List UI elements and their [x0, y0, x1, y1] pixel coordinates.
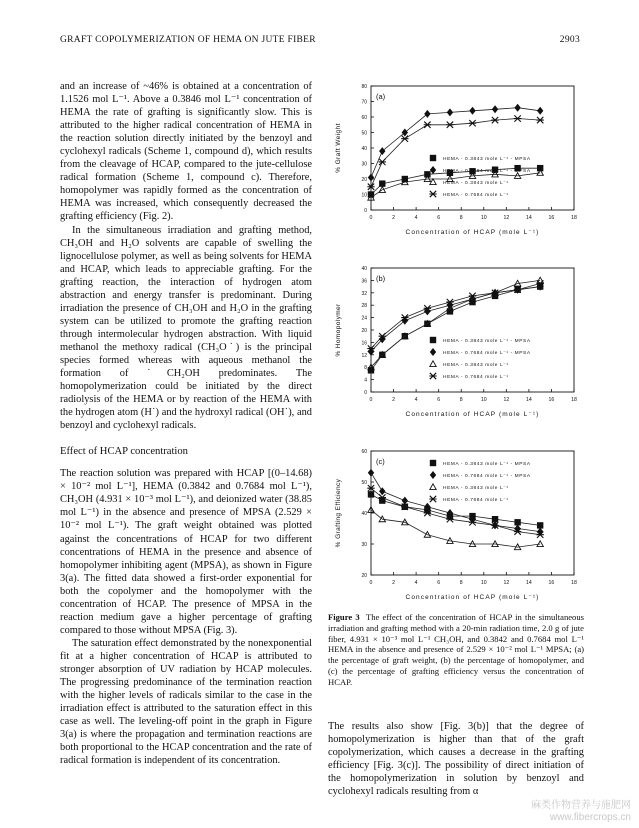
- legend-entry: HEMA - 0.7684 mole L⁻¹: [443, 193, 509, 198]
- plot-frame: [371, 268, 574, 392]
- x-tick-label: 2: [392, 580, 396, 586]
- data-point: [491, 117, 498, 123]
- data-point: [430, 166, 436, 174]
- x-tick-label: 18: [571, 215, 577, 221]
- x-tick-label: 2: [392, 215, 396, 221]
- legend-entry: HEMA - 0.3843 mole L⁻¹ - MPSA: [443, 157, 531, 162]
- panel-label: (b): [376, 274, 386, 283]
- data-point: [537, 277, 543, 283]
- y-tick-label: 60: [361, 115, 367, 121]
- y-tick-label: 0: [364, 390, 367, 396]
- left-column: [60, 80, 312, 767]
- y-axis-label: % Homopolymer: [335, 303, 342, 357]
- x-axis-label: Concentration of HCAP (mole L⁻¹): [405, 229, 540, 236]
- x-tick-label: 2: [392, 397, 396, 403]
- data-point: [514, 115, 521, 121]
- y-tick-label: 40: [361, 511, 367, 517]
- data-point: [514, 104, 520, 112]
- series-line: [371, 119, 540, 187]
- x-tick-label: 6: [437, 215, 441, 221]
- legend-entry: HEMA - 0.3843 mole L⁻¹: [443, 363, 509, 368]
- legend-entry: HEMA - 0.7684 mole L⁻¹: [443, 498, 509, 503]
- paragraph: and an increase of ~46% is obtained at a concentration of 1.1526 mol L⁻¹. Above a 0.3846 mol L⁻¹ concentration of HEMA the rate of grafting is significantly slow. This is attributed to the higher radical concentration of HEMA in the reaction solution directly initiated by the benzoyl and cyclohexyl radicals (Scheme 1, compound d), which results from the cleavage of HCAP, compared to the jute-cellulose radical formation (Scheme 1, compound c). Therefore, homopolymer was rapidly formed as the concentration of HEMA was increased, which consequently decreased the grafting efficiency (Fig. 2).: [60, 81, 312, 223]
- data-point: [368, 173, 374, 181]
- data-point: [379, 487, 385, 495]
- data-point: [429, 373, 436, 379]
- data-point: [446, 122, 453, 128]
- legend-entry: HEMA - 0.3843 mole L⁻¹: [443, 181, 509, 186]
- data-point: [430, 337, 436, 343]
- page-number: 2903: [559, 35, 580, 45]
- running-header: [60, 35, 580, 49]
- data-point: [430, 484, 436, 490]
- data-point: [424, 110, 430, 118]
- x-tick-label: 6: [437, 397, 441, 403]
- x-tick-label: 4: [414, 397, 418, 403]
- data-point: [402, 497, 408, 505]
- paragraph: The saturation effect demonstrated by the nonexponential fit at a higher concentration of HCAP is attributed to stronger absorption of UV radiation by HCAP molecules. The progressing predominance of the termination reaction with the higher levels of radicals similar to the case in the irradiation effect is attributed to the saturation effect in this case as well. The leveling-off point in the graph in Figure 3(a) is where the propagation and termination reactions are both proportional to the HCAP concentration and the rate of radical formation is independent of its concentration.: [60, 637, 312, 767]
- data-point: [430, 155, 436, 161]
- x-tick-label: 16: [548, 397, 555, 403]
- right-column-text: [328, 720, 584, 799]
- y-tick-label: 0: [364, 208, 367, 214]
- y-tick-label: 50: [361, 130, 367, 137]
- paragraph: In the simultaneous irradiation and grafting method, CH₃OH and H₂O solvents are capable of swelling the lignocellulose polymer, as well as being solvents for HEMA and HCAP, which leads to appreciable grafting. For the grafting reaction, the interaction of hydrogen atom abstraction and energy transfer is predominant. During irradiation the presence of CH₃OH and H₂O in the grafting system can be utilized to promote the grafting reaction through intermolecular hydrogen abstraction. With liquid methanol the methoxy radical (CH₃O˙) is the principal species formed whereas with aqueous methanol the formation of ˙CH₂OH predominates. The homopolymerization could be initiated by the direct radiolysis of the HEMA or by reaction of the HEMA with the hydrogen atom (H˙) and the hydroxyl radical (OH˙), and benzoyl and cyclohexyl radicals.: [60, 224, 312, 432]
- chart-b-svg: [326, 262, 588, 427]
- legend-entry: HEMA - 0.3843 mole L⁻¹ - MPSA: [443, 462, 531, 467]
- data-point: [469, 120, 476, 126]
- data-point: [430, 361, 436, 367]
- y-tick-label: 40: [361, 146, 367, 152]
- y-tick-label: 50: [361, 480, 367, 486]
- paragraph: The results also show [Fig. 3(b)] that the degree of homopolymerization is higher than that of the graft copolymerization, which causes a decrease in the grafting efficiency [Fig. 3(c)]. The possibility of direct initiation of the homopolymerization in solution by benzoyl and cyclohexyl radicals resulting from α: [328, 721, 584, 798]
- chart-c-svg: [326, 445, 588, 610]
- x-tick-label: 18: [571, 580, 577, 586]
- data-point: [447, 108, 453, 116]
- y-tick-label: 8: [364, 365, 367, 372]
- y-tick-label: 32: [361, 290, 367, 297]
- legend-entry: HEMA - 0.3843 mole L⁻¹ - MPSA: [443, 339, 531, 344]
- data-point: [430, 471, 436, 479]
- data-point: [537, 107, 543, 115]
- data-point: [368, 469, 374, 477]
- data-point: [379, 159, 386, 165]
- y-tick-label: 10: [361, 192, 367, 199]
- legend-entry: HEMA - 0.3843 mole L⁻¹: [443, 486, 509, 491]
- y-tick-label: 80: [361, 84, 367, 90]
- x-tick-label: 4: [414, 580, 418, 586]
- x-tick-label: 12: [503, 580, 510, 586]
- running-title: GRAFT COPOLYMERIZATION OF HEMA ON JUTE FIBER: [60, 35, 316, 45]
- legend-entry: HEMA - 0.7684 mole L⁻¹ - MPSA: [443, 474, 531, 479]
- x-axis-label: Concentration of HCAP (mole L⁻¹): [405, 594, 540, 601]
- y-tick-label: 40: [361, 266, 367, 272]
- data-point: [368, 491, 374, 497]
- data-point: [469, 107, 475, 115]
- x-tick-label: 6: [437, 580, 441, 586]
- x-tick-label: 8: [459, 397, 463, 403]
- x-tick-label: 4: [414, 215, 418, 221]
- data-point: [379, 147, 385, 155]
- y-tick-label: 20: [361, 328, 367, 334]
- data-point: [430, 348, 436, 356]
- y-tick-label: 4: [364, 377, 367, 384]
- caption-label: Figure 3: [328, 612, 360, 622]
- chart-a-svg: [326, 80, 588, 245]
- figure-3c: [326, 445, 588, 615]
- y-tick-label: 16: [361, 340, 367, 347]
- data-point: [492, 105, 498, 113]
- watermark: [531, 800, 631, 824]
- x-tick-label: 14: [525, 215, 532, 221]
- panel-label: (a): [376, 92, 386, 101]
- plot-frame: [371, 86, 574, 210]
- y-tick-label: 12: [361, 352, 367, 359]
- x-tick-label: 0: [369, 397, 373, 403]
- paragraph: The reaction solution was prepared with HCAP [(0–14.68) × 10⁻² mol L⁻¹], HEMA (0.3842 and 0.7684 mol L⁻¹), CH₃OH (4.931 × 10⁻³ mol L⁻¹), and deionized water (38.85 mol L⁻¹) in the absence and presence of MPSA (2.529 × 10⁻² mol L⁻¹). The graft weight obtained was plotted against the concentrations of HCAP for two different concentrations of HEMA in the presence and absence of homopolymer inhibiting agent (MPSA), as shown in Figure 3(a). The fitted data showed a first-order exponential for both the copolymer and the homopolymer with the concentration of HCAP. The presence of MPSA in the reaction medium gave a higher percentage of grafting compared to those without MPSA (Fig. 3).: [60, 468, 312, 636]
- data-point: [424, 122, 431, 128]
- y-tick-label: 20: [361, 573, 367, 579]
- y-axis-label: % Grafting Efficiency: [335, 478, 342, 548]
- x-tick-label: 10: [480, 397, 487, 403]
- caption-text: The effect of the concentration of HCAP in the simultaneous irradiation and grafting method with a 20-min radiation time, 2.0 g of jute fiber, 4.931 × 10⁻³ mol L⁻¹ CH₃OH, and 0.3842 and 0.7684 mol L⁻¹ HEMA in the absence and presence of 2.529 × 10⁻² mol L⁻¹ MPSA; (a) the percentage of graft weight, (b) the percentage of homopolymer, and (c) the percentage of grafting efficiency versus the concentration of HCAP.: [328, 612, 584, 687]
- y-tick-label: 20: [361, 177, 367, 183]
- x-tick-label: 10: [480, 215, 487, 221]
- watermark-line: 麻类作物营养与施肥网: [531, 800, 631, 811]
- x-tick-label: 16: [548, 580, 555, 586]
- section-heading: Effect of HCAP concentration: [60, 446, 188, 458]
- series-line: [371, 287, 540, 371]
- watermark-line: www.fibercrops.cn: [549, 812, 631, 823]
- x-tick-label: 18: [571, 397, 577, 403]
- x-tick-label: 14: [525, 397, 532, 403]
- data-point: [537, 541, 543, 547]
- y-tick-label: 30: [361, 161, 367, 168]
- x-tick-label: 16: [548, 215, 555, 221]
- x-axis-label: Concentration of HCAP (mole L⁻¹): [405, 411, 540, 418]
- y-axis-label: % Graft Weight: [335, 123, 342, 173]
- x-tick-label: 8: [459, 580, 463, 586]
- x-tick-label: 8: [459, 215, 463, 221]
- figure-3a: [326, 80, 588, 250]
- x-tick-label: 12: [503, 215, 510, 221]
- panel-label: (c): [376, 457, 385, 466]
- x-tick-label: 12: [503, 397, 510, 403]
- x-tick-label: 0: [369, 580, 373, 586]
- data-point: [429, 191, 436, 197]
- figure-caption: [328, 612, 584, 688]
- y-tick-label: 24: [361, 315, 367, 322]
- data-point: [402, 129, 408, 137]
- y-tick-label: 60: [361, 449, 367, 455]
- y-tick-label: 28: [361, 303, 367, 310]
- y-tick-label: 36: [361, 278, 367, 285]
- figure-3b: [326, 262, 588, 432]
- y-tick-label: 30: [361, 542, 367, 548]
- data-point: [536, 117, 543, 123]
- legend-entry: HEMA - 0.7684 mole L⁻¹: [443, 375, 509, 380]
- x-tick-label: 14: [525, 580, 532, 586]
- data-point: [430, 460, 436, 466]
- x-tick-label: 0: [369, 215, 373, 221]
- y-tick-label: 70: [361, 99, 367, 106]
- x-tick-label: 10: [480, 580, 487, 586]
- legend-entry: HEMA - 0.7684 mole L⁻¹ - MPSA: [443, 351, 531, 356]
- data-point: [429, 496, 436, 502]
- legend-entry: HEMA - 0.7684 mole L⁻¹ - MPSA: [443, 169, 531, 174]
